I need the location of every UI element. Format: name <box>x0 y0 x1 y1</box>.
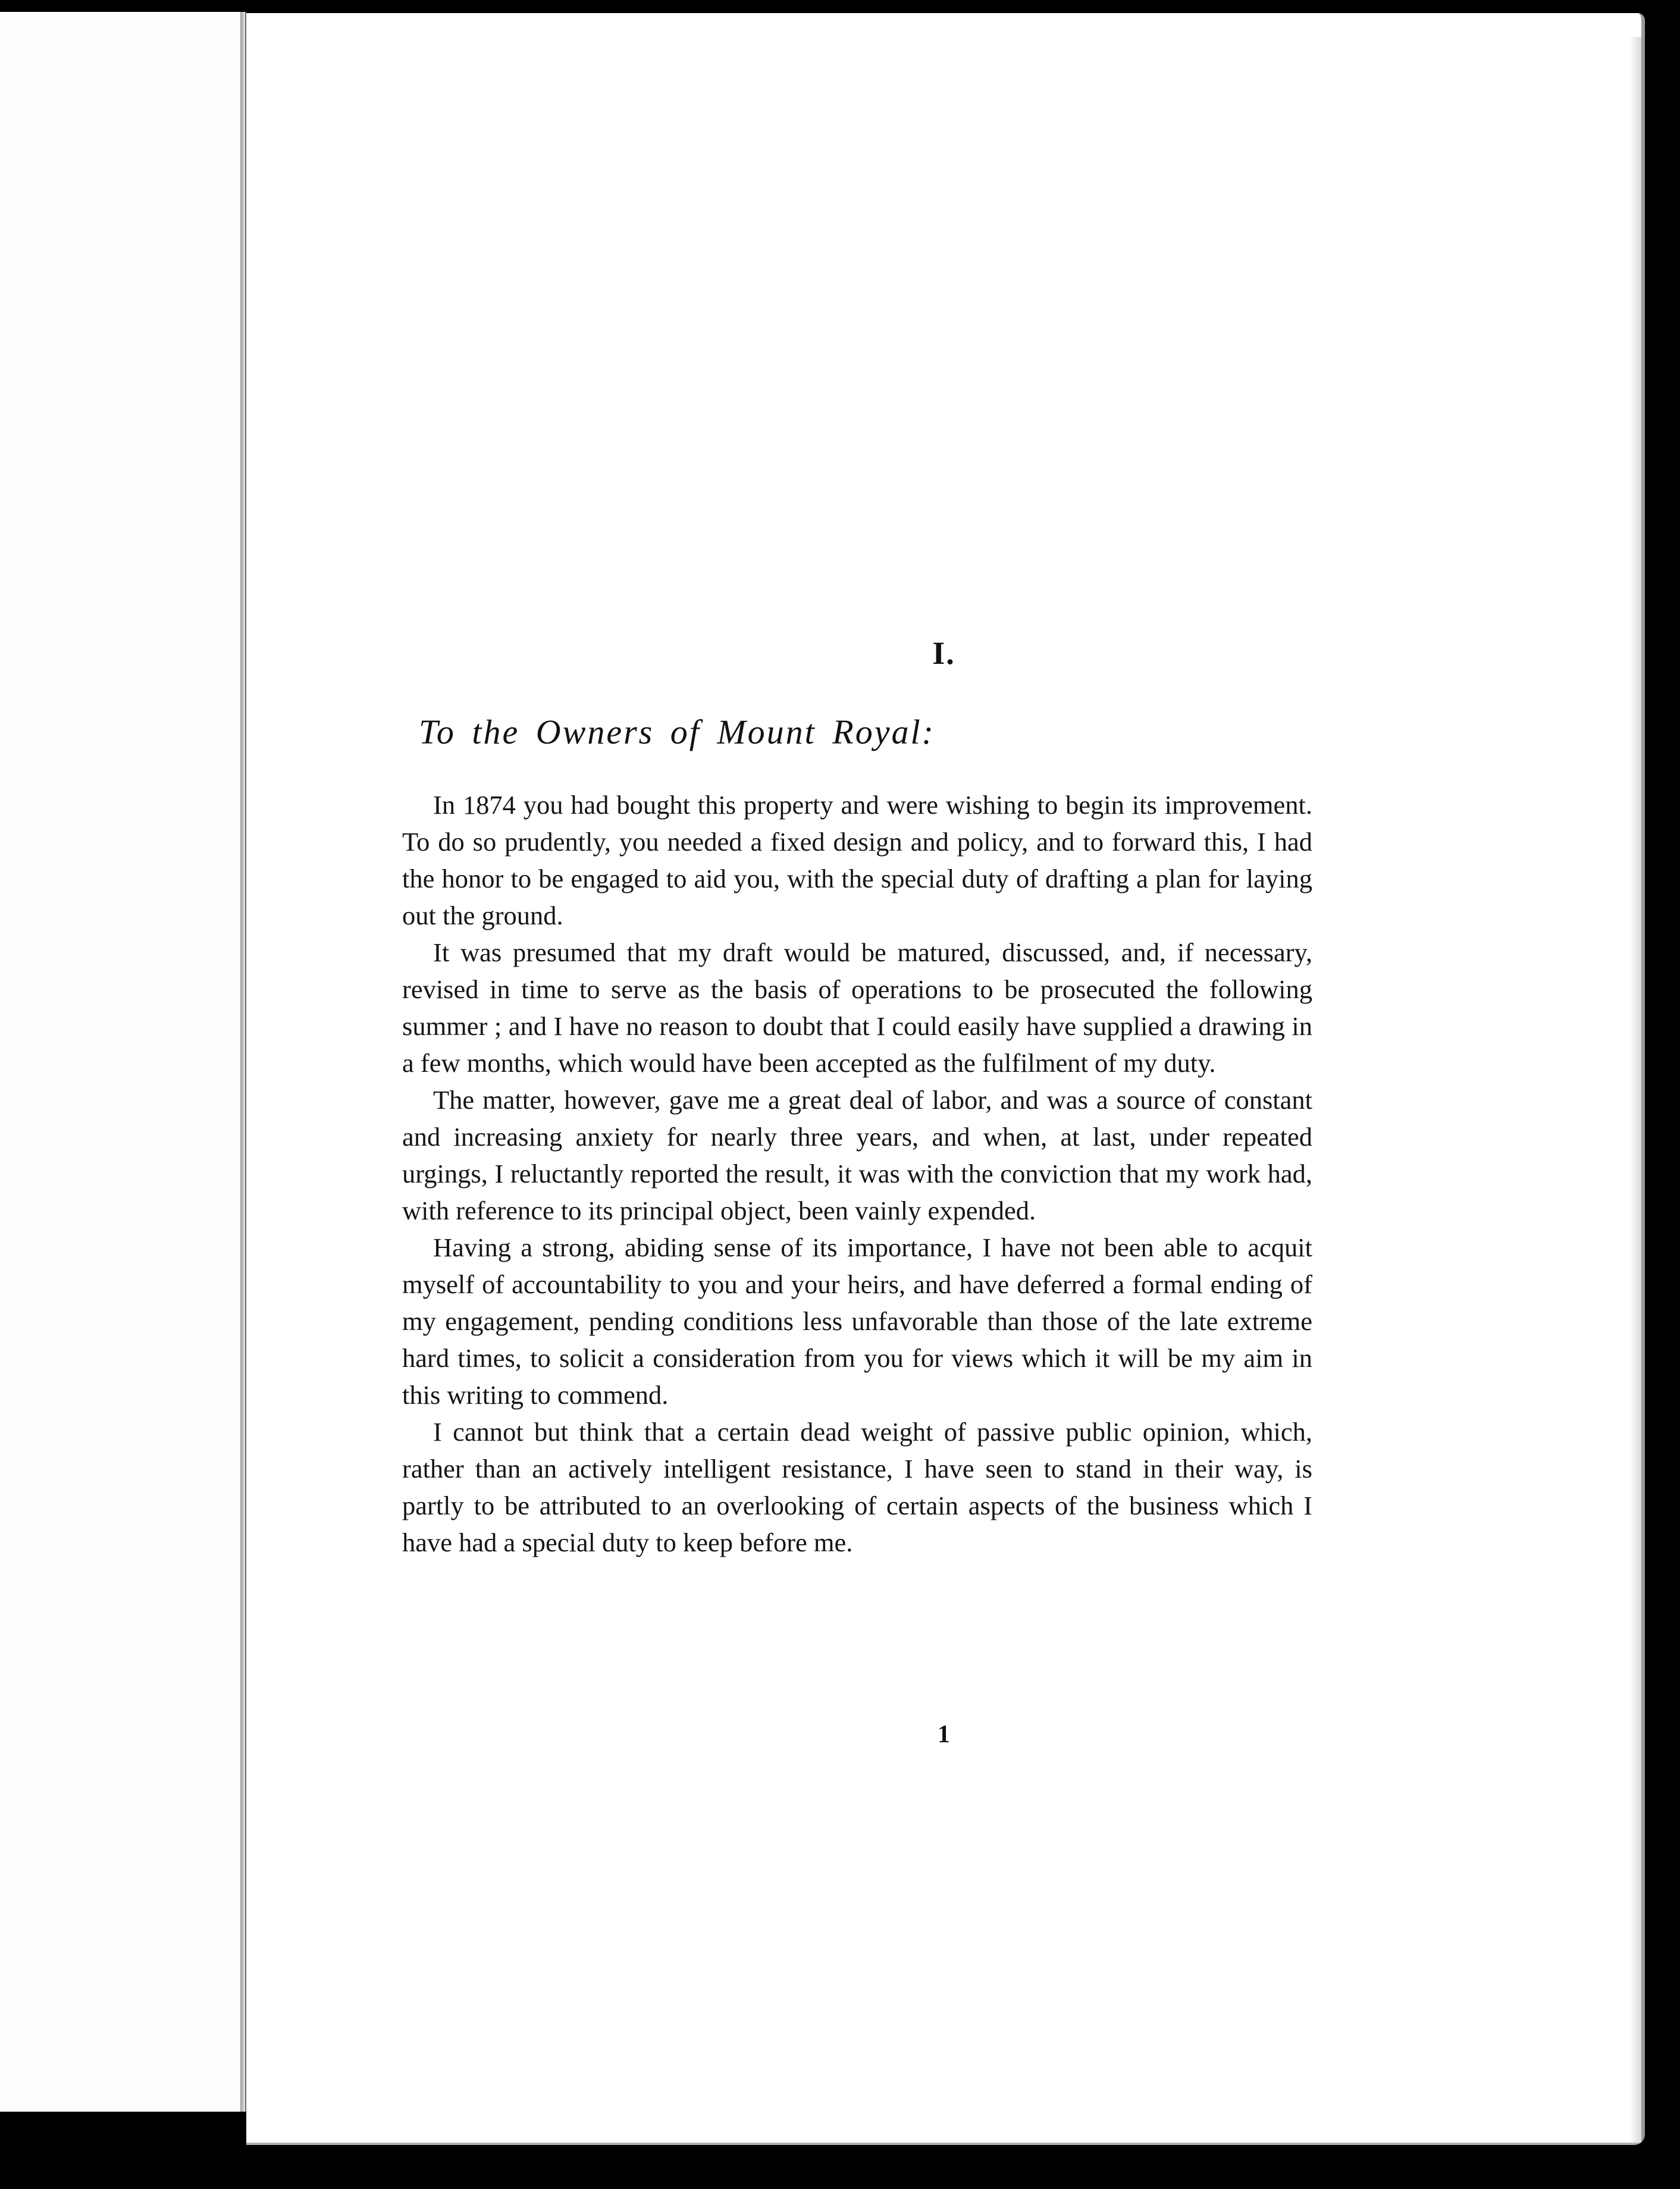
page-number: 1 <box>938 1721 950 1748</box>
printed-page <box>246 13 1645 2145</box>
page-edge <box>1629 37 1641 2143</box>
gutter-shadow <box>240 12 245 2112</box>
paragraph-3: The matter, however, gave me a great deal of labor, and was a source of constant and increasing anxiety for nearly three years, and when, at last, under repeated urgings, I reluctantly reported the result, it was with the conviction that my work had, with reference to its principal object, been vainly expended. <box>402 1085 1312 1225</box>
paragraph-2: It was presumed that my draft would be matured, discussed, and, if necessary, revised in time to serve as the basis of operations to be prosecuted the following summer ; and I have no reason to doubt that I could easily have supplied a drawing in a few months, which would have been accepted as the fulfilment of my duty. <box>402 937 1312 1078</box>
section-numeral: I. <box>932 635 955 671</box>
paragraph-4: Having a strong, abiding sense of its importance, I have not been able to acquit myself of accountability to you and your heirs, and have deferred a formal ending of my engagement, pending conditions less unfavorable than those of the late extreme hard times, to solicit a consideration from you for views which it will be my aim in this writing to commend. <box>402 1233 1312 1410</box>
left-blank-leaf <box>0 12 246 2112</box>
paragraph-5: I cannot but think that a certain dead weight of passive public opinion, which, rather than an actively intelligent resistance, I have seen to stand in their way, is partly to be attributed to an overlooking of certain aspects of the business which I have had a special duty to keep before me. <box>402 1417 1312 1557</box>
body-text <box>402 786 1312 1561</box>
paragraph-1: In 1874 you had bought this property and were wishing to begin its improvement. To do so prudently, you needed a fixed design and policy, and to forward this, I had the honor to be engaged to aid you, with the special duty of drafting a plan for laying out the ground. <box>402 790 1312 930</box>
salutation-heading: To the Owners of Mount Royal: <box>419 713 935 751</box>
